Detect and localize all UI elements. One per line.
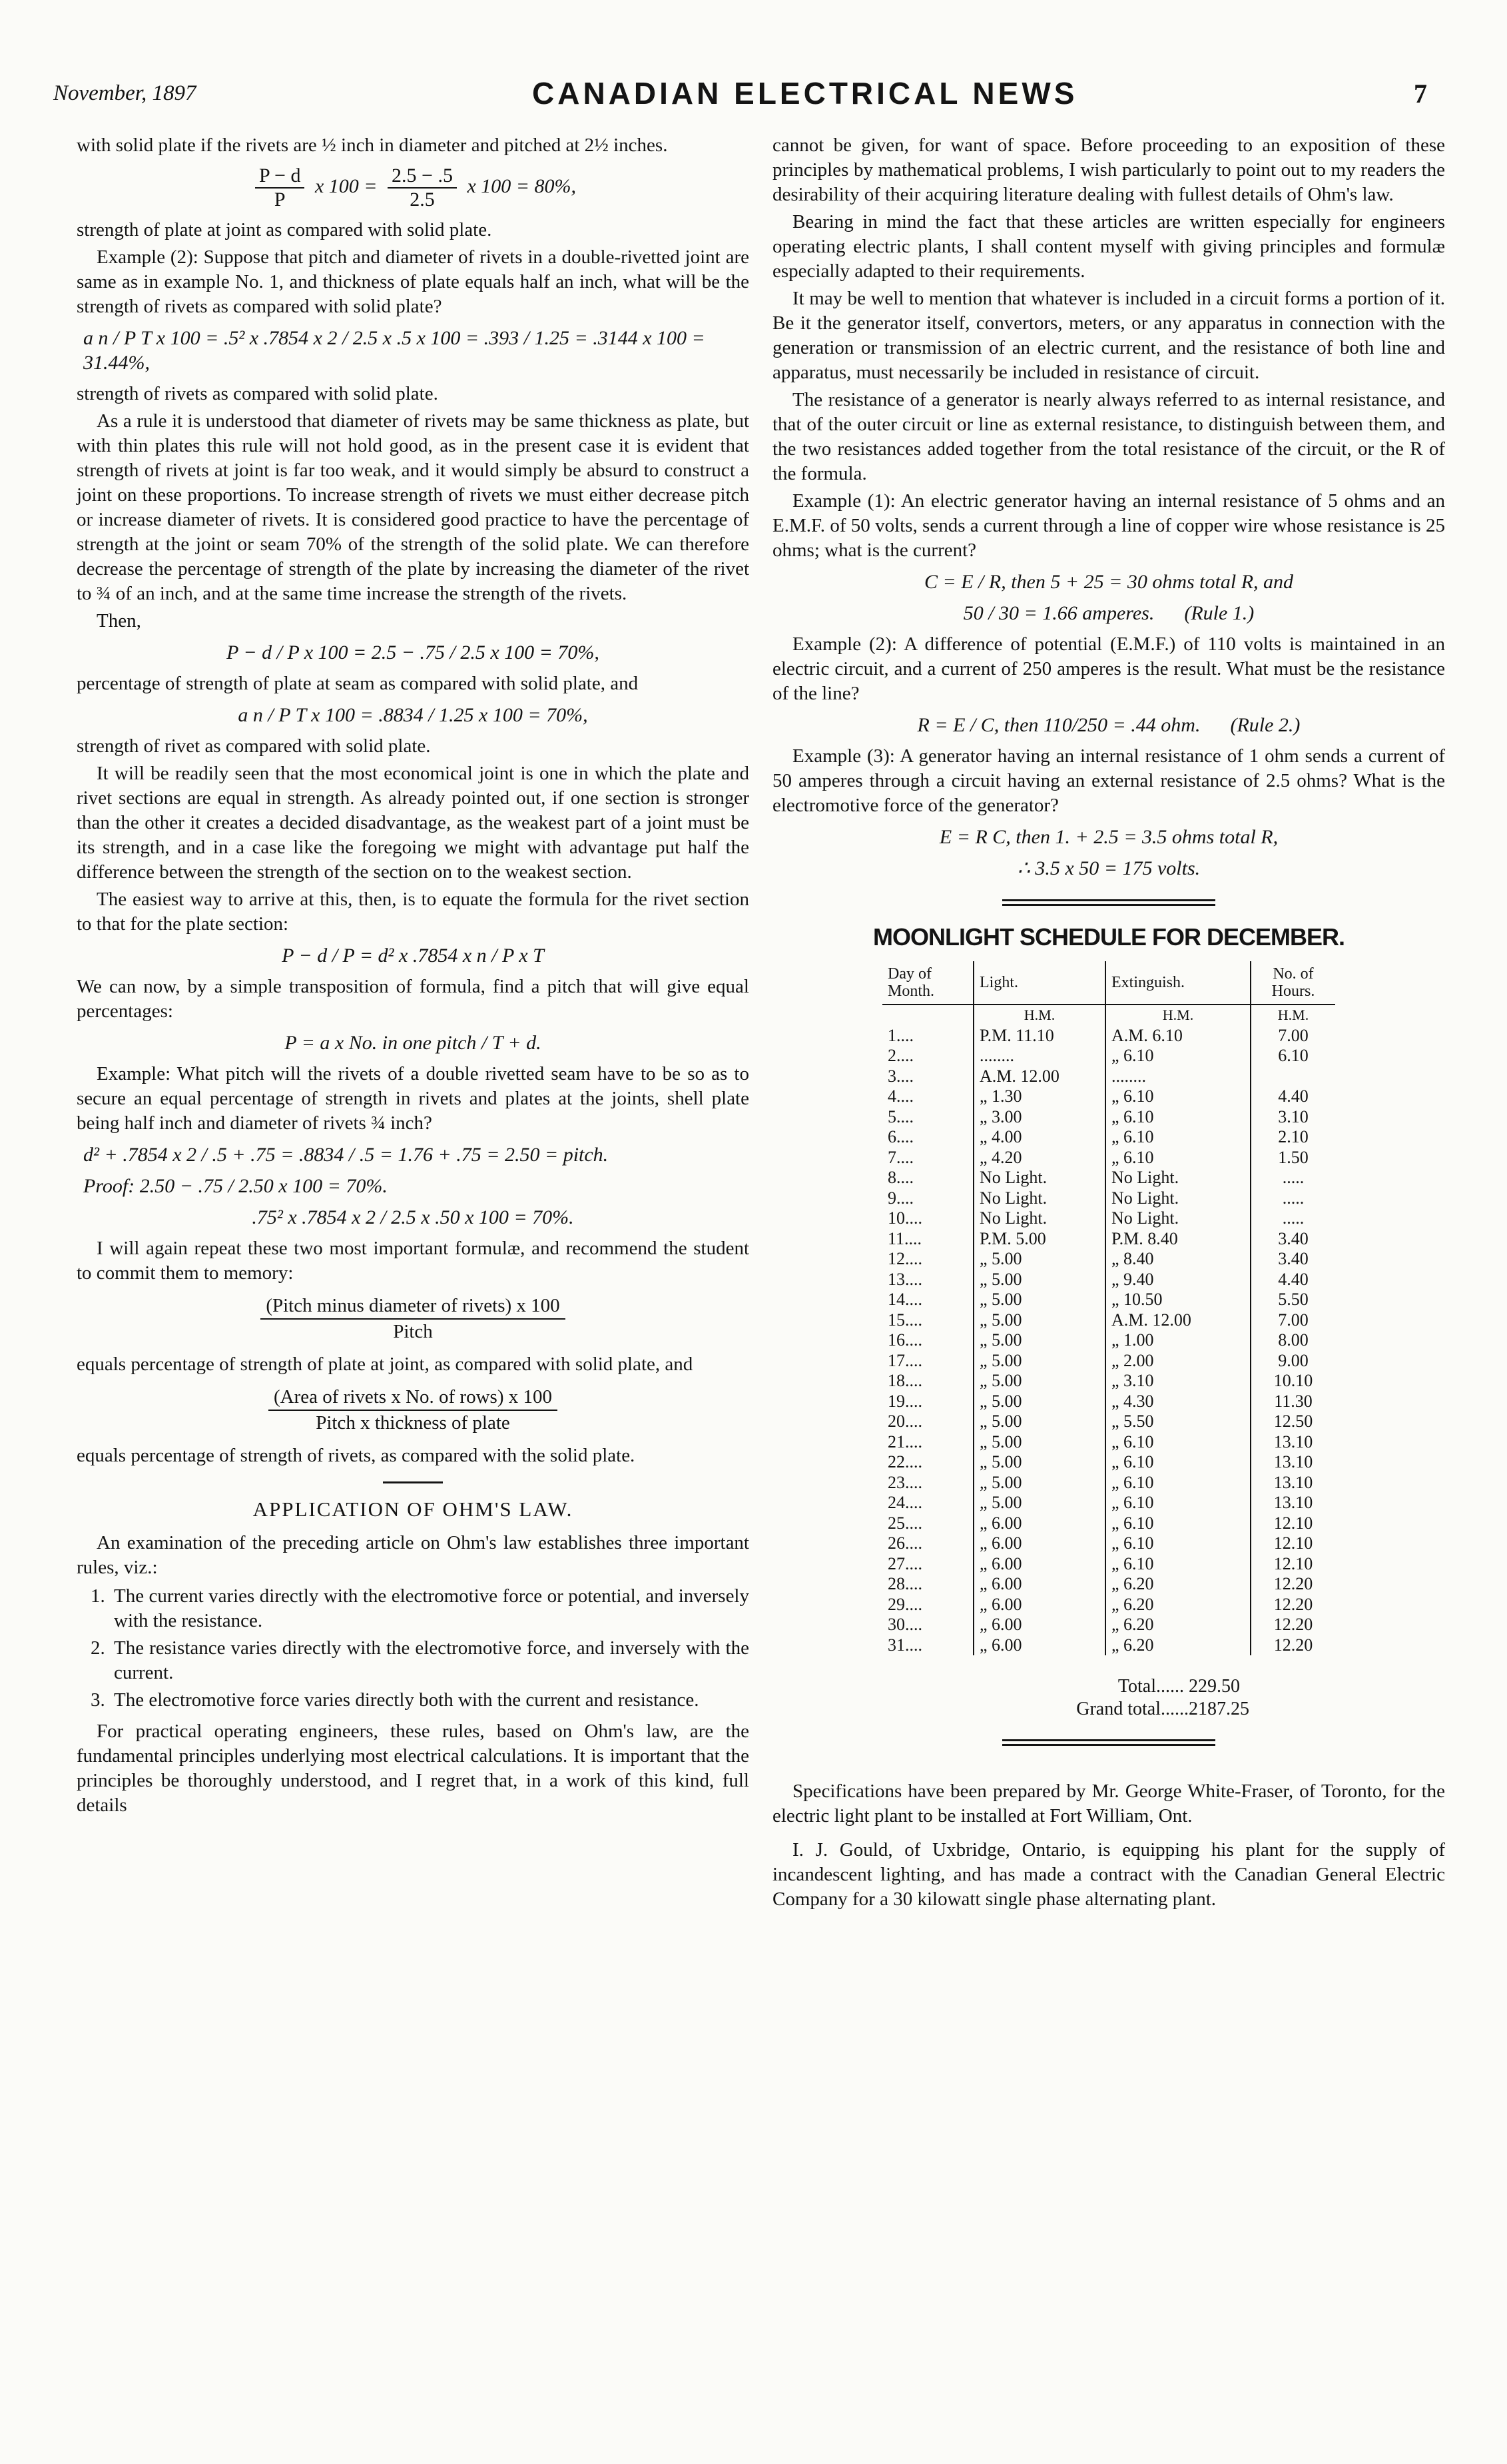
table-cell: „ 5.00 — [974, 1290, 1105, 1310]
formula-proof-rivets: .75² x .7854 x 2 / 2.5 x .50 x 100 = 70%. — [252, 1206, 574, 1228]
table-cell: „ 10.50 — [1105, 1290, 1251, 1310]
paragraph: I will again repeat these two most important formulæ, and recommend the student to commit them to memory: — [77, 1238, 749, 1284]
table-cell: ........ — [1105, 1066, 1251, 1087]
table-cell: P.M. 11.10 — [974, 1026, 1105, 1046]
paragraph: It may be well to mention that whatever is included in a circuit forms a portion of it. Be it the generator itself, convertors, meters, or any apparatus in connection with the generation or transmission of an electric current, and the resistance of both line and apparatus, must necessarily be included in resistance of circuit. — [772, 288, 1445, 383]
table-cell: 26.... — [882, 1533, 974, 1554]
grand-total-value: 2187.25 — [1189, 1699, 1249, 1719]
table-cell: 2.10 — [1278, 1127, 1309, 1146]
list-item: 2. The resistance varies directly with the electromotive force, and inversely with the current. — [110, 1636, 749, 1685]
table-cell: 1.... — [882, 1026, 974, 1046]
table-cell: „ 6.10 — [1105, 1554, 1251, 1575]
table-row — [882, 1432, 1335, 1453]
page-number: 7 — [1414, 78, 1427, 109]
table-cell: „ 5.00 — [974, 1330, 1105, 1351]
paragraph: As a rule it is understood that diameter of rivets may be same thickness as plate, but with thin plates this rule will not hold good, as in the present case it is evident that strength of rivets at joint is far too weak, and it would simply be absurd to construct a joint on these proportions. To increase strength of rivets we must either decrease pitch or increase diameter of rivets. It is considered good practice to have the percentage of strength at the joint or seam 70% of the strength of the solid plate. We can therefore decrease the percentage of strength of the plate by increasing the diameter of the rivet to ¾ of an inch, and at the same time increase the strength of the rivets. — [77, 410, 749, 604]
memory-formula-plate: (Pitch minus diameter of rivets) x 100 Pitch — [77, 1294, 749, 1344]
table-row — [882, 1127, 1335, 1148]
col-header-extinguish: Extinguish. — [1105, 961, 1251, 1005]
table-cell: „ 6.10 — [1105, 1086, 1251, 1107]
paragraph: strength of rivet as compared with solid plate. — [77, 735, 431, 757]
table-row — [882, 1188, 1335, 1209]
list-item: 1. The current varies directly with the electromotive force or potential, and inversely with the resistance. — [110, 1584, 749, 1633]
table-cell: ..... — [1282, 1208, 1305, 1228]
divider — [1002, 899, 1215, 906]
formula-ex1-result: 50 / 30 = 1.66 amperes. (Rule 1.) — [963, 602, 1255, 624]
table-cell: 13.... — [882, 1270, 974, 1290]
table-cell: „ 6.10 — [1105, 1046, 1251, 1066]
units-row: H.M. H.M. H.M. — [882, 1005, 1335, 1026]
table-cell: „ 5.00 — [974, 1310, 1105, 1331]
paragraph: cannot be given, for want of space. Before proceeding to an exposition of these principles by mathematical problems, I wish particularly to point out to my readers the desirability of their acquiring literature dealing with fullest details of Ohm's law. — [772, 135, 1445, 205]
table-row — [882, 1270, 1335, 1290]
table-cell: 7.00 — [1278, 1025, 1309, 1045]
table-cell: 3.40 — [1278, 1249, 1309, 1268]
table-row — [882, 1412, 1335, 1432]
table-row — [882, 1493, 1335, 1513]
table-cell: „ 6.00 — [974, 1615, 1105, 1635]
table-row — [882, 1615, 1335, 1635]
table-row — [882, 1513, 1335, 1534]
table-cell: 8.... — [882, 1168, 974, 1188]
paragraph: Example (2): A difference of potential (E.M.F.) of 110 volts is maintained in an electric circuit, and a current of 250 amperes is the result. What must be the resistance of the line? — [772, 633, 1445, 704]
table-cell: 12.20 — [1273, 1574, 1313, 1593]
formula-plate-70: P − d / P x 100 = 2.5 − .75 / 2.5 x 100 = 70%, — [226, 641, 599, 663]
paragraph: percentage of strength of plate at seam as compared with solid plate, and — [77, 673, 639, 694]
table-cell: „ 6.20 — [1105, 1574, 1251, 1595]
table-row — [882, 1595, 1335, 1615]
table-cell: „ 5.00 — [974, 1452, 1105, 1473]
table-cell: 6.... — [882, 1127, 974, 1148]
table-cell: No Light. — [1105, 1188, 1251, 1209]
table-row — [882, 1168, 1335, 1188]
table-row — [882, 1229, 1335, 1250]
paragraph: Then, — [97, 610, 141, 631]
table-cell: 9.00 — [1278, 1350, 1309, 1370]
table-cell: No Light. — [974, 1208, 1105, 1229]
table-cell: „ 6.00 — [974, 1513, 1105, 1534]
memory-formula-rivets: (Area of rivets x No. of rows) x 100 Pitch x thickness of plate — [77, 1385, 749, 1436]
table-cell: 12.10 — [1273, 1513, 1313, 1533]
table-row — [882, 1026, 1335, 1046]
table-cell: 2.... — [882, 1046, 974, 1066]
table-cell: „ 6.00 — [974, 1574, 1105, 1595]
paragraph: The resistance of a generator is nearly always referred to as internal resistance, and that of the outer circuit or line as external resistance, to distinguish between them, and the two resistances added together from the total resistance of the circuit, or the R of the formula. — [772, 389, 1445, 484]
paragraph: with solid plate if the rivets are ½ inch in diameter and pitched at 2½ inches. — [77, 135, 668, 156]
table-cell: 14.... — [882, 1290, 974, 1310]
list-item: 3. The electromotive force varies directly both with the current and resistance. — [110, 1688, 749, 1713]
table-cell: 29.... — [882, 1595, 974, 1615]
table-cell: No Light. — [1105, 1208, 1251, 1229]
table-cell: 25.... — [882, 1513, 974, 1534]
table-row — [882, 1107, 1335, 1128]
paragraph: We can now, by a simple transposition of formula, find a pitch that will give equal percentages: — [77, 976, 749, 1022]
right-column — [772, 133, 1445, 1921]
table-row — [882, 1452, 1335, 1473]
formula-equate: P − d / P = d² x .7854 x n / P x T — [282, 945, 544, 967]
grand-total-line: Grand total......2187.25 — [842, 1698, 1309, 1721]
table-cell: 27.... — [882, 1554, 974, 1575]
col-header-hours: No. of Hours. — [1251, 961, 1335, 1005]
formula-rivet-70: a n / P T x 100 = .8834 / 1.25 x 100 = 70%, — [238, 704, 588, 726]
paragraph: Example: What pitch will the rivets of a double rivetted seam have to be so as to secure an equal percentage of strength in rivets and plates at the joints, shell plate being half inch and diameter of rivets ¾ inch? — [77, 1063, 749, 1134]
table-cell: 19.... — [882, 1392, 974, 1412]
table-cell: 12.50 — [1273, 1412, 1313, 1431]
formula-ex3: E = R C, then 1. + 2.5 = 3.5 ohms total R, — [939, 826, 1279, 848]
table-cell — [1251, 1066, 1335, 1087]
table-row — [882, 1533, 1335, 1554]
table-cell: „ 6.00 — [974, 1595, 1105, 1615]
table-cell: 12.... — [882, 1249, 974, 1270]
formula-proof: Proof: 2.50 − .75 / 2.50 x 100 = 70%. — [83, 1175, 388, 1197]
paragraph: Example (1): An electric generator having an internal resistance of 5 ohms and an E.M.F. of 50 volts, sends a current through a line of copper wire whose resistance is 25 ohms; what is the current? — [772, 490, 1445, 561]
news-items — [772, 1779, 1445, 1912]
table-row — [882, 1554, 1335, 1575]
table-cell: 11.... — [882, 1229, 974, 1250]
table-cell: „ 8.40 — [1105, 1249, 1251, 1270]
table-row — [882, 1290, 1335, 1310]
table-cell: 13.10 — [1273, 1432, 1313, 1451]
formula-pitch: P = a x No. in one pitch / T + d. — [284, 1032, 541, 1054]
table-row — [882, 1371, 1335, 1392]
table-cell: „ 6.10 — [1105, 1533, 1251, 1554]
table-cell: A.M. 12.00 — [1105, 1310, 1251, 1331]
table-cell: „ 6.10 — [1105, 1452, 1251, 1473]
table-cell: „ 6.20 — [1105, 1595, 1251, 1615]
table-cell: 12.20 — [1273, 1615, 1313, 1634]
table-header-row — [882, 961, 1335, 1005]
table-cell: ..... — [1282, 1168, 1305, 1187]
left-column — [77, 133, 749, 1821]
table-cell: 23.... — [882, 1473, 974, 1493]
table-cell: 12.10 — [1273, 1553, 1313, 1573]
table-cell: „ 4.00 — [974, 1127, 1105, 1148]
table-cell: 11.30 — [1274, 1391, 1313, 1411]
table-row — [882, 1351, 1335, 1372]
table-cell: „ 6.10 — [1105, 1473, 1251, 1493]
table-cell: „ 6.20 — [1105, 1635, 1251, 1656]
table-cell: 12.10 — [1273, 1533, 1313, 1553]
table-cell: „ 5.50 — [1105, 1412, 1251, 1432]
table-cell: 16.... — [882, 1330, 974, 1351]
paragraph: Bearing in mind the fact that these articles are written especially for engineers operating electric plants, I shall content myself with giving principles and formulæ especially adapted to their requirements. — [772, 211, 1445, 282]
table-cell: 13.10 — [1273, 1493, 1313, 1512]
paragraph: equals percentage of strength of rivets, as compared with the solid plate. — [77, 1445, 635, 1466]
table-cell: „ 5.00 — [974, 1351, 1105, 1372]
table-cell: 24.... — [882, 1493, 974, 1513]
table-row — [882, 1249, 1335, 1270]
table-row — [882, 1086, 1335, 1107]
table-row — [882, 1392, 1335, 1412]
formula-ex1: C = E / R, then 5 + 25 = 30 ohms total R, and — [924, 571, 1294, 593]
table-cell: „ 5.00 — [974, 1270, 1105, 1290]
table-cell: 17.... — [882, 1351, 974, 1372]
table-cell: „ 5.00 — [974, 1493, 1105, 1513]
schedule-totals — [842, 1675, 1375, 1721]
page-header — [53, 67, 1454, 120]
table-cell: 21.... — [882, 1432, 974, 1453]
table-cell: 12.20 — [1273, 1594, 1313, 1614]
table-cell: 7.... — [882, 1148, 974, 1168]
table-row — [882, 1635, 1335, 1656]
table-cell: „ 5.00 — [974, 1412, 1105, 1432]
table-cell: 4.40 — [1278, 1086, 1309, 1106]
paragraph: The easiest way to arrive at this, then, is to equate the formula for the rivet section to that for the plate section: — [77, 889, 749, 935]
col-header-day: Day of Month. — [882, 961, 974, 1005]
table-cell: 3.10 — [1278, 1106, 1309, 1126]
table-cell: „ 6.00 — [974, 1635, 1105, 1656]
table-row — [882, 1473, 1335, 1493]
table-cell: „ 5.00 — [974, 1473, 1105, 1493]
table-cell: 13.10 — [1273, 1472, 1313, 1492]
table-cell: 4.40 — [1278, 1269, 1309, 1289]
formula-rivet-strength: a n / P T x 100 = .5² x .7854 x 2 / 2.5 x .5 x 100 = .393 / 1.25 = .3144 x 100 = 31.44%, — [83, 327, 705, 374]
table-cell: P.M. 5.00 — [974, 1229, 1105, 1250]
table-cell: 28.... — [882, 1574, 974, 1595]
table-cell: „ 6.20 — [1105, 1615, 1251, 1635]
table-cell: 31.... — [882, 1635, 974, 1656]
divider — [1002, 1739, 1215, 1746]
table-cell: 7.00 — [1278, 1310, 1309, 1330]
issue-date: November, 1897 — [53, 81, 196, 105]
table-row — [882, 1046, 1335, 1066]
table-cell: „ 1.00 — [1105, 1330, 1251, 1351]
table-cell: „ 6.10 — [1105, 1432, 1251, 1453]
paragraph: strength of plate at joint as compared with solid plate. — [77, 219, 492, 240]
table-row — [882, 1208, 1335, 1229]
table-cell: 4.... — [882, 1086, 974, 1107]
paragraph: Example (3): A generator having an internal resistance of 1 ohm sends a current of 50 amperes through a circuit having an external resistance of 2.5 ohms? What is the electromotive force of the generator? — [772, 745, 1445, 816]
section-heading: APPLICATION OF OHM'S LAW. — [252, 1497, 573, 1521]
paragraph: An examination of the preceding article on Ohm's law establishes three important rules, viz.: — [77, 1532, 749, 1578]
table-cell: „ 6.10 — [1105, 1148, 1251, 1168]
table-cell: 10.10 — [1273, 1371, 1313, 1390]
table-cell: 8.00 — [1278, 1330, 1309, 1350]
table-cell: No Light. — [974, 1168, 1105, 1188]
table-cell: „ 3.10 — [1105, 1371, 1251, 1392]
col-header-light: Light. — [974, 961, 1105, 1005]
table-body — [882, 1005, 1335, 1655]
publication-title: CANADIAN ELECTRICAL NEWS — [532, 76, 1078, 111]
table-cell: 1.50 — [1278, 1147, 1309, 1167]
table-row — [882, 1066, 1335, 1087]
table-cell: 20.... — [882, 1412, 974, 1432]
table-row — [882, 1574, 1335, 1595]
formula-pitch-calc: d² + .7854 x 2 / .5 + .75 = .8834 / .5 = 1.76 + .75 = 2.50 = pitch. — [83, 1144, 609, 1166]
formula-ex3-result: ∴ 3.5 x 50 = 175 volts. — [1017, 857, 1201, 879]
table-cell: „ 6.10 — [1105, 1107, 1251, 1128]
table-cell: „ 5.00 — [974, 1432, 1105, 1453]
table-cell: 10.... — [882, 1208, 974, 1229]
table-cell: „ 3.00 — [974, 1107, 1105, 1128]
paragraph: Specifications have been prepared by Mr. George White-Fraser, of Toronto, for the electric light plant to be installed at Fort William, Ont. — [772, 1781, 1445, 1827]
table-cell: 15.... — [882, 1310, 974, 1331]
table-cell: 12.20 — [1273, 1635, 1313, 1655]
table-row — [882, 1330, 1335, 1351]
table-cell: ..... — [1282, 1188, 1305, 1208]
table-cell: 13.10 — [1273, 1452, 1313, 1471]
table-cell: „ 9.40 — [1105, 1270, 1251, 1290]
total-value: 229.50 — [1189, 1676, 1240, 1697]
table-cell: 18.... — [882, 1371, 974, 1392]
table-cell: „ 6.00 — [974, 1533, 1105, 1554]
formula-plate-strength: $\frac{P - d}{P}$ x 100 = $\frac{2.5 - .5}{2.5}$ x 100 = 80%, — [77, 165, 749, 211]
table-row — [882, 1310, 1335, 1331]
table-cell: 5.... — [882, 1107, 974, 1128]
table-cell: P.M. 8.40 — [1105, 1229, 1251, 1250]
table-cell: „ 4.20 — [974, 1148, 1105, 1168]
table-cell: „ 5.00 — [974, 1249, 1105, 1270]
total-line: Total...... 229.50 — [842, 1675, 1309, 1698]
moonlight-schedule-table — [882, 961, 1335, 1655]
paragraph: I. J. Gould, of Uxbridge, Ontario, is equipping his plant for the supply of incandescent lighting, and has made a contract with the Canadian General Electric Company for a 30 kilowatt single phase alternating plant. — [772, 1839, 1445, 1910]
paragraph: equals percentage of strength of plate at joint, as compared with solid plate, and — [77, 1354, 693, 1375]
table-cell: „ 1.30 — [974, 1086, 1105, 1107]
table-cell: 3.... — [882, 1066, 974, 1087]
table-row — [882, 1148, 1335, 1168]
table-cell: ........ — [974, 1046, 1105, 1066]
paragraph: strength of rivets as compared with solid plate. — [77, 383, 438, 404]
table-cell: „ 4.30 — [1105, 1392, 1251, 1412]
table-cell: „ 6.10 — [1105, 1127, 1251, 1148]
paragraph: Example (2): Suppose that pitch and diameter of rivets in a double-rivetted joint are same as in example No. 1, and thickness of plate equals half an inch, what will be the strength of rivets as compared with solid plate? — [77, 246, 749, 317]
table-cell: No Light. — [974, 1188, 1105, 1209]
table-cell: „ 6.10 — [1105, 1493, 1251, 1513]
table-cell: A.M. 12.00 — [974, 1066, 1105, 1087]
table-cell: „ 5.00 — [974, 1371, 1105, 1392]
table-cell: „ 2.00 — [1105, 1351, 1251, 1372]
table-cell: 6.10 — [1278, 1046, 1309, 1065]
table-cell: 3.40 — [1278, 1228, 1309, 1248]
table-cell: „ 6.00 — [974, 1554, 1105, 1575]
table-cell: „ 6.10 — [1105, 1513, 1251, 1534]
divider — [383, 1481, 443, 1483]
table-cell: A.M. 6.10 — [1105, 1026, 1251, 1046]
table-cell: No Light. — [1105, 1168, 1251, 1188]
table-cell: 30.... — [882, 1615, 974, 1635]
ohm-rules-list — [77, 1584, 749, 1713]
table-cell: 5.50 — [1278, 1290, 1309, 1309]
table-cell: 22.... — [882, 1452, 974, 1473]
moonlight-schedule-title: MOONLIGHT SCHEDULE FOR DECEMBER. — [872, 923, 1345, 951]
paragraph: For practical operating engineers, these rules, based on Ohm's law, are the fundamental principles underlying most electrical calculations. It is important that the principles be thoroughly understood, and I regret that, in a work of this kind, full details — [77, 1721, 749, 1816]
paragraph: It will be readily seen that the most economical joint is one in which the plate and rivet sections are equal in strength. As already pointed out, if one section is stronger than the other it creates a decided disadvantage, as the weakest part of a joint must be its strength, and in a case like the foregoing we might with advantage put half the difference between the strength of the section on to the weakest section. — [77, 763, 749, 883]
formula-ex2: R = E / C, then 110/250 = .44 ohm. (Rule 2.) — [917, 714, 1301, 736]
table-cell: „ 5.00 — [974, 1392, 1105, 1412]
table-cell: 9.... — [882, 1188, 974, 1209]
